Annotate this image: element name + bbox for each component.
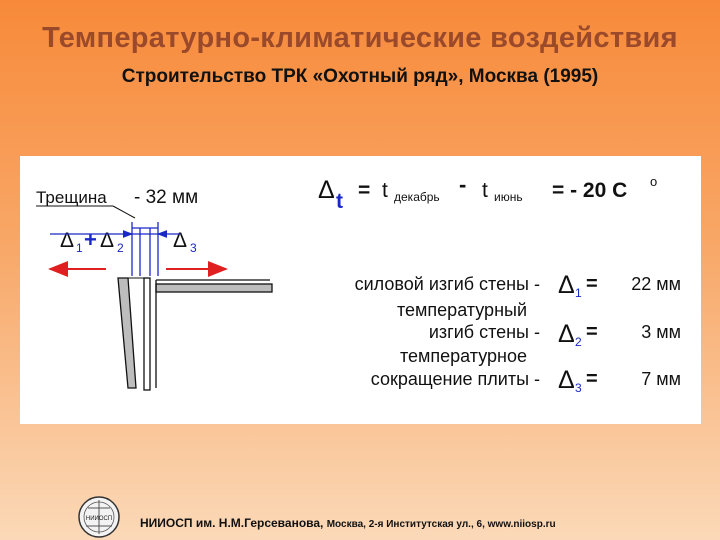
row-3-delta: Δ bbox=[558, 366, 575, 394]
deformation-row-2 bbox=[397, 300, 681, 349]
crack-value: - 32 мм bbox=[134, 187, 199, 208]
diagram-svg bbox=[20, 156, 701, 424]
footer bbox=[140, 516, 556, 530]
formula-equals: = bbox=[358, 179, 371, 202]
plus-sign: + bbox=[84, 227, 97, 252]
slab-drawing bbox=[156, 280, 272, 388]
delta-2-index: 2 bbox=[117, 241, 124, 255]
page-subtitle: Строительство ТРК «Охотный ряд», Москва (1995) bbox=[121, 66, 599, 87]
formula-degree: o bbox=[650, 174, 658, 189]
row-2-index: 2 bbox=[575, 335, 582, 349]
delta-sum-label bbox=[60, 227, 124, 255]
row-3-index: 3 bbox=[575, 381, 582, 395]
institute-logo bbox=[76, 494, 122, 540]
row-2-equals: = bbox=[586, 321, 598, 343]
diagram-panel bbox=[20, 156, 701, 424]
row-3-label-line2: сокращение плиты - bbox=[370, 369, 540, 389]
formula-t-december: t bbox=[382, 179, 388, 202]
delta-3-index: 3 bbox=[190, 241, 197, 255]
row-1-delta: Δ bbox=[558, 271, 575, 299]
row-1-equals: = bbox=[586, 273, 598, 295]
temperature-formula bbox=[318, 172, 657, 213]
delta-2-symbol: Δ bbox=[100, 229, 115, 252]
deformation-row-1 bbox=[355, 271, 681, 300]
footer-address: Москва, 2-я Институтская ул., 6, www.niiosp.ru bbox=[326, 519, 556, 530]
row-3-equals: = bbox=[586, 368, 598, 390]
deformation-row-3 bbox=[371, 346, 681, 395]
formula-delta-t: t bbox=[336, 190, 343, 213]
formula-sub-june: июнь bbox=[494, 190, 523, 204]
formula-t-june: t bbox=[482, 179, 488, 202]
row-1-index: 1 bbox=[575, 286, 582, 300]
formula-delta: Δ bbox=[318, 176, 335, 204]
crack-label: Трещина bbox=[36, 188, 107, 207]
formula-sub-december: декабрь bbox=[394, 190, 440, 204]
crack-leader bbox=[113, 206, 135, 218]
formula-minus: - bbox=[459, 172, 467, 197]
row-1-value: 22 мм bbox=[631, 274, 681, 294]
row-2-delta: Δ bbox=[558, 320, 575, 348]
row-2-value: 3 мм bbox=[641, 322, 681, 342]
logo-text: НИИОСП bbox=[85, 516, 113, 522]
delta-3-symbol: Δ bbox=[173, 229, 188, 252]
wall-drawing bbox=[118, 278, 150, 390]
row-1-label-line1: силовой изгиб стены - bbox=[354, 274, 540, 294]
row-3-label-line1: температурное bbox=[399, 346, 527, 366]
delta-1-index: 1 bbox=[76, 241, 83, 255]
row-3-value: 7 мм bbox=[641, 369, 681, 389]
footer-org: НИИОСП им. Н.М.Герсеванова, bbox=[140, 516, 324, 530]
page-title: Температурно-климатические воздействия bbox=[42, 22, 678, 54]
formula-result: = - 20 C bbox=[552, 179, 628, 202]
row-2-label-line2: изгиб стены - bbox=[428, 322, 540, 342]
row-2-label-line1: температурный bbox=[397, 300, 527, 320]
delta-3-label bbox=[173, 229, 197, 255]
delta-1-symbol: Δ bbox=[60, 229, 75, 252]
